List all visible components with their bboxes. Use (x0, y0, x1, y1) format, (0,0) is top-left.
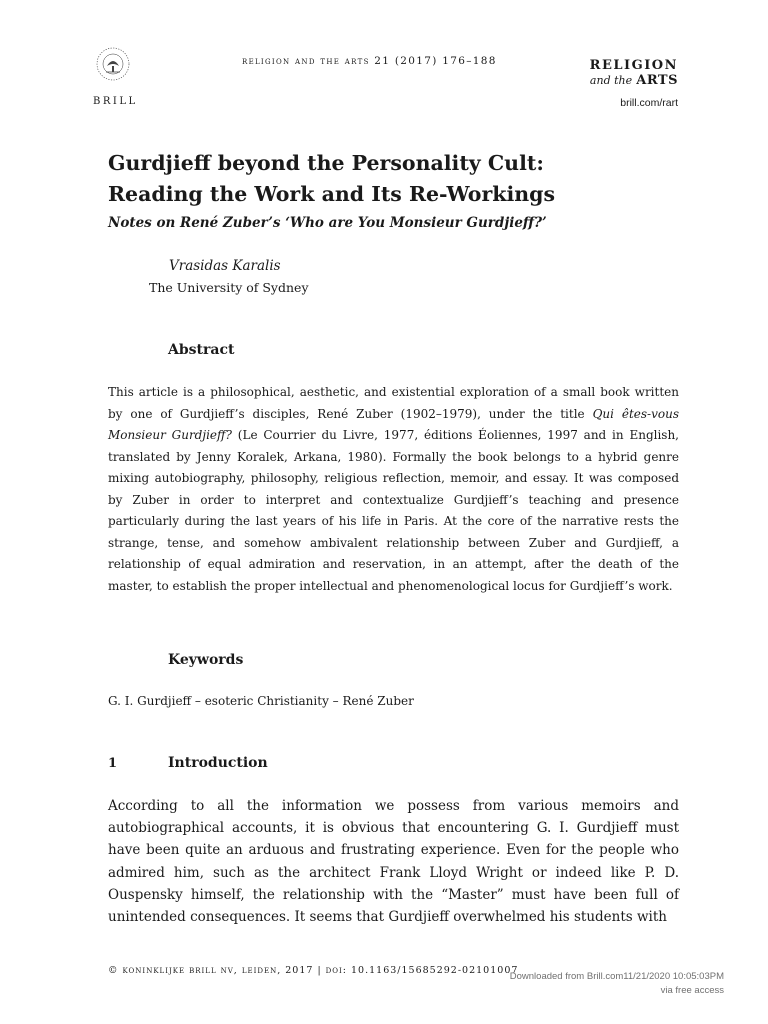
running-head: religion and the arts 21 (2017) 176–188 (242, 55, 497, 67)
journal-name-religion: RELIGION (589, 58, 678, 73)
article-title (108, 148, 555, 210)
abstract-text (108, 382, 679, 597)
access-stamp: via free access (660, 985, 724, 996)
publisher-name: BRILL (93, 96, 138, 107)
brill-publisher-seal-icon (93, 44, 133, 92)
copyright-doi-footer: © koninklijke brill nv, leiden, 2017 | doi: 10.1163/15685292-02101007 (108, 965, 519, 976)
keywords-list: G. I. Gurdjieff – esoteric Christianity – René Zuber (108, 694, 414, 708)
section-number: 1 (108, 756, 118, 771)
introduction-text: According to all the information we possess from various memoirs and autobiographical accounts, it is obvious that encountering G. I. Gurdjieff must have been quite an arduous and frustrating experience. Even for the people who admired him, such as the architect Frank Lloyd Wright or indeed like P. D. Ouspensky himself, the relationship with the “Master” must have been full of unintended consequences. It seems that Gurdjieff overwhelmed his students with (108, 798, 679, 926)
title-line-2: Reading the Work and Its Re-Workings (108, 182, 556, 206)
author-name: Vrasidas Karalis (169, 258, 281, 274)
author-affiliation: The University of Sydney (149, 280, 309, 295)
title-line-1: Gurdjieff beyond the Personality Cult: (108, 151, 544, 175)
journal-brand (560, 58, 678, 89)
abstract-heading: Abstract (168, 342, 235, 358)
journal-and-the: and the (589, 74, 633, 87)
journal-arts: ARTS (636, 73, 678, 88)
article-subtitle: Notes on René Zuber’s ‘Who are You Monsieur Gurdjieff?’ (108, 215, 547, 231)
download-stamp: Downloaded from Brill.com11/21/2020 10:05:03PM (509, 971, 724, 982)
abstract-text-part-2: (Le Courrier du Livre, 1977, éditions Éoliennes, 1997 and in English, translated by Jenny Koralek, Arkana, 1980). Formally the book belongs to a hybrid genre mixing autobiography, philosophy, religious reflection, memoir, and essay. It was composed by Zuber in order to interpret and contextualize Gurdjieff’s teaching and presence particularly during the last years of his life in Paris. At the core of the narrative rests the strange, tense, and somehow ambivalent relationship between Zuber and Gurdjieff, a relationship of equal admiration and reservation, in an attempt, after the death of the master, to establish the proper intellectual and phenomenological locus for Gurdjieff’s work. (108, 428, 679, 593)
abstract-text-part-1: This article is a philosophical, aesthetic, and existential exploration of a small book written by one of Gurdjieff’s disciples, René Zuber (1902–1979), under the title (108, 385, 679, 421)
journal-name-arts (560, 73, 678, 89)
abstract-book-title: Qui êtes-vous Monsieur Gurdjieff? (108, 406, 679, 442)
keywords-heading: Keywords (168, 652, 244, 668)
introduction-heading: Introduction (168, 755, 268, 771)
journal-url[interactable]: brill.com/rart (620, 97, 678, 109)
